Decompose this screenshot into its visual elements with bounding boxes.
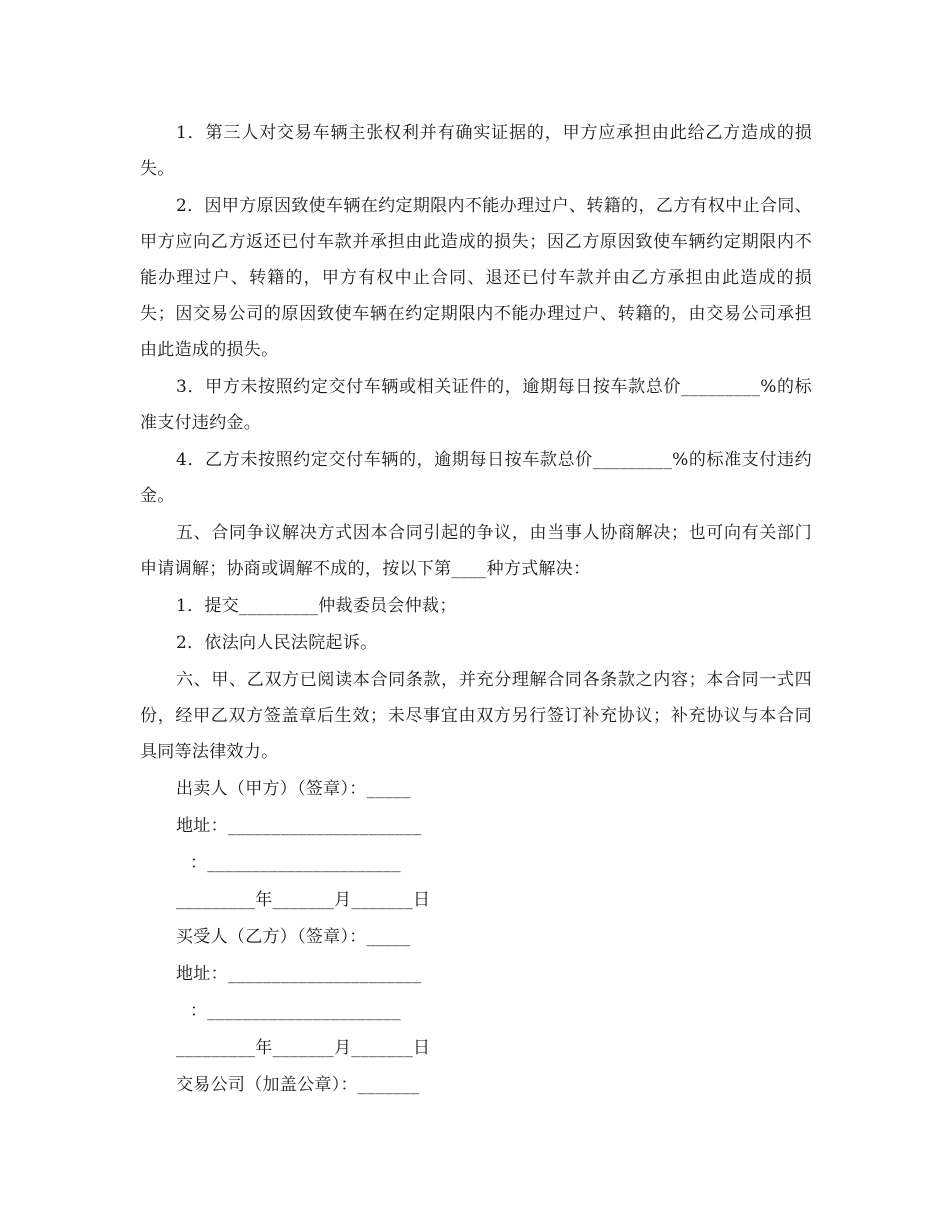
buyer-address-line: 地址：______________________ [176, 964, 422, 984]
seller-signature-line: 出卖人（甲方）（签章）：_____ [176, 779, 411, 799]
buyer-signature-line: 买受人（乙方）（签章）：_____ [176, 927, 411, 947]
seller-address-line: 地址：______________________ [176, 816, 422, 836]
section-dispute-resolution: 五、合同争议解决方式因本合同引起的争议，由当事人协商解决；也可向有关部门申请调解；协商或调解不成的，按以下第____种方式解决： [140, 523, 812, 579]
section-acknowledgement: 六、甲、乙双方已阅读本合同条款，并充分理解合同各条款之内容；本合同一式四份，经甲乙双方签盖章后生效；未尽事宜由双方另行签订补充协议；补充协议与本合同具同等法律效力。 [140, 670, 812, 762]
clause-transfer-failure: 2．因甲方原因致使车辆在约定期限内不能办理过户、转籍的，乙方有权中止合同、甲方应向乙方返还已付车款并承担由此造成的损失；因乙方原因致使车辆约定期限内不能办理过户、转籍的，甲方有权中止合同、退还已付车款并由乙方承担由此造成的损失；因交易公司的原因致使车辆在约定期限内不能办理过户、转籍的，由交易公司承担由此造成的损失。 [140, 196, 812, 360]
seller-date-line: _________年_______月_______日 [176, 890, 431, 910]
clause-third-party-claim: 1．第三人对交易车辆主张权利并有确实证据的，甲方应承担由此给乙方造成的损失。 [140, 123, 812, 179]
buyer-extra-line: ：______________________ [190, 1001, 401, 1021]
clause-party-b-late-delivery: 4．乙方未按照约定交付车辆的，逾期每日按车款总价_________%的标准支付违约金。 [140, 450, 812, 506]
contract-body [140, 115, 812, 1104]
trading-company-seal-line: 交易公司（加盖公章）：_______ [176, 1075, 420, 1095]
seller-extra-line: ：______________________ [190, 853, 401, 873]
clause-party-a-late-delivery: 3．甲方未按照约定交付车辆或相关证件的，逾期每日按车款总价_________%的标准支付违约金。 [140, 377, 812, 433]
buyer-date-line: _________年_______月_______日 [176, 1038, 431, 1058]
dispute-option-arbitration: 1．提交_________仲裁委员会仲裁； [176, 596, 457, 616]
dispute-option-court: 2．依法向人民法院起诉。 [176, 633, 378, 653]
